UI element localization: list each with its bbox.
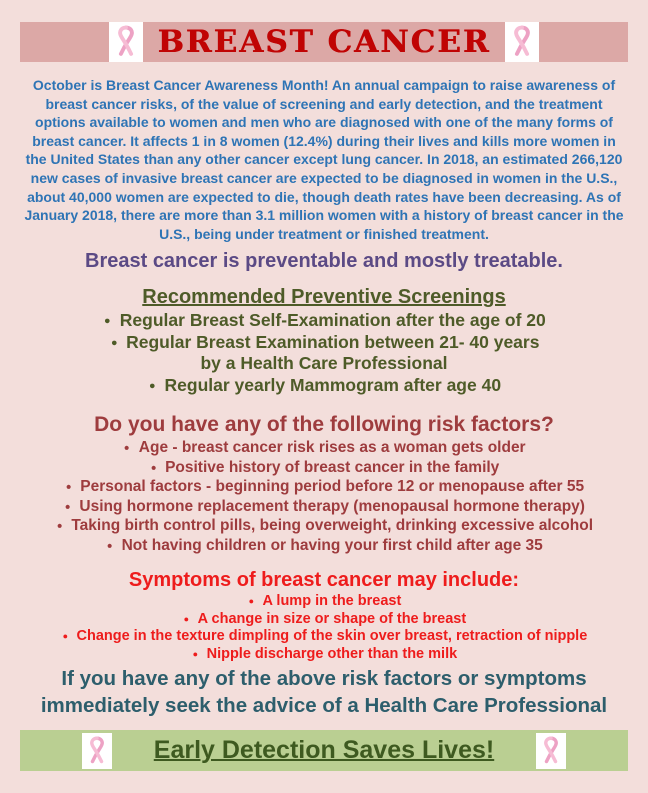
page-title: BREAST CANCER [157, 23, 491, 60]
list-item [0, 438, 648, 458]
bullet-marker: ● [148, 378, 156, 392]
bullet-marker: ● [110, 335, 118, 349]
pink-ribbon-icon [109, 22, 143, 62]
list-item-text: Using hormone replacement therapy (menopausal hormone therapy) [79, 497, 585, 515]
bullet-marker: ● [64, 501, 71, 512]
risk-factors-heading: Do you have any of the following risk factors? [94, 413, 554, 437]
list-item-text: Personal factors - beginning period before 12 or menopause after 55 [80, 478, 585, 496]
list-item-text: Taking birth control pills, being overweight, drinking excessive alcohol [71, 517, 594, 535]
bullet-marker: ● [192, 649, 198, 660]
symptoms-section [0, 568, 648, 663]
list-item [0, 536, 648, 556]
footer-band [20, 730, 628, 771]
tagline: Breast cancer is preventable and mostly treatable. [85, 250, 563, 273]
list-item-text: Regular yearly Mammogram after age 40 [164, 374, 502, 395]
bullet-marker: ● [107, 540, 113, 551]
list-item-text: Age - breast cancer risk rises as a woman gets older [138, 439, 526, 457]
list-item [0, 477, 648, 497]
list-item [0, 516, 648, 536]
bullet-marker: ● [124, 442, 130, 454]
pink-ribbon-icon [536, 733, 566, 769]
pink-ribbon-icon [82, 733, 112, 769]
list-item [0, 497, 648, 517]
risk-factors-section [0, 411, 648, 555]
list-item-text: Change in the texture dimpling of the skin over breast, retraction of nipple [76, 628, 588, 645]
list-item-text: Not having children or having your first child after age 35 [121, 536, 543, 554]
list-item-text: A lump in the breast [262, 593, 402, 610]
bullet-marker: ● [65, 481, 72, 493]
bullet-marker: ● [104, 314, 111, 327]
bullet-marker: ● [150, 462, 157, 473]
list-item [0, 332, 648, 354]
intro-paragraph: October is Breast Cancer Awareness Month! An annual campaign to raise awareness of breast cancer risks, of the value of screening and early detection, and the treatment options available to women and men who are diagnosed with one of the many forms of breast cancer. It affects 1 in 8 women (12.4%) during their lives and kills more women in the United States than any other cancer except lung cancer. In 2018, an estimated 266,120 new cases of invasive breast cancer are expected to be diagnosed in women in the U.S., about 40,000 women are expected to die, though death rates have been decreasing. As of January 2018, there are more than 3.1 million women with a history of breast cancer in the U.S., being under treatment or finished treatment. [24, 77, 624, 242]
header-band [20, 22, 628, 62]
pink-ribbon-icon [505, 22, 539, 62]
bullet-marker: ● [183, 614, 189, 625]
list-item-text: A change in size or shape of the breast [197, 610, 467, 627]
screenings-heading: Recommended Preventive Screenings [142, 286, 506, 309]
bullet-marker: ● [62, 631, 68, 642]
list-item [0, 628, 648, 646]
list-item [0, 375, 648, 397]
list-item [0, 611, 648, 629]
screenings-section [0, 285, 648, 396]
bullet-marker: ● [248, 596, 254, 607]
list-item-text: Regular Breast Self-Examination after the age of 20 [119, 310, 546, 331]
list-item [0, 646, 648, 664]
list-item-continuation: by a Health Care Professional [200, 353, 448, 374]
bullet-marker: ● [56, 520, 63, 532]
list-item [0, 458, 648, 478]
list-item [0, 310, 648, 332]
list-item-text: Regular Breast Examination between 21- 40 years [126, 331, 540, 352]
closing-advice: If you have any of the above risk factors or symptoms immediately seek the advice of a Health Care Professional [40, 667, 608, 717]
footer-slogan: Early Detection Saves Lives! [153, 736, 495, 765]
symptoms-heading: Symptoms of breast cancer may include: [128, 569, 520, 592]
list-item [0, 593, 648, 611]
list-item-text: Nipple discharge other than the milk [206, 645, 458, 662]
list-item-text: Positive history of breast cancer in the family [165, 458, 500, 476]
